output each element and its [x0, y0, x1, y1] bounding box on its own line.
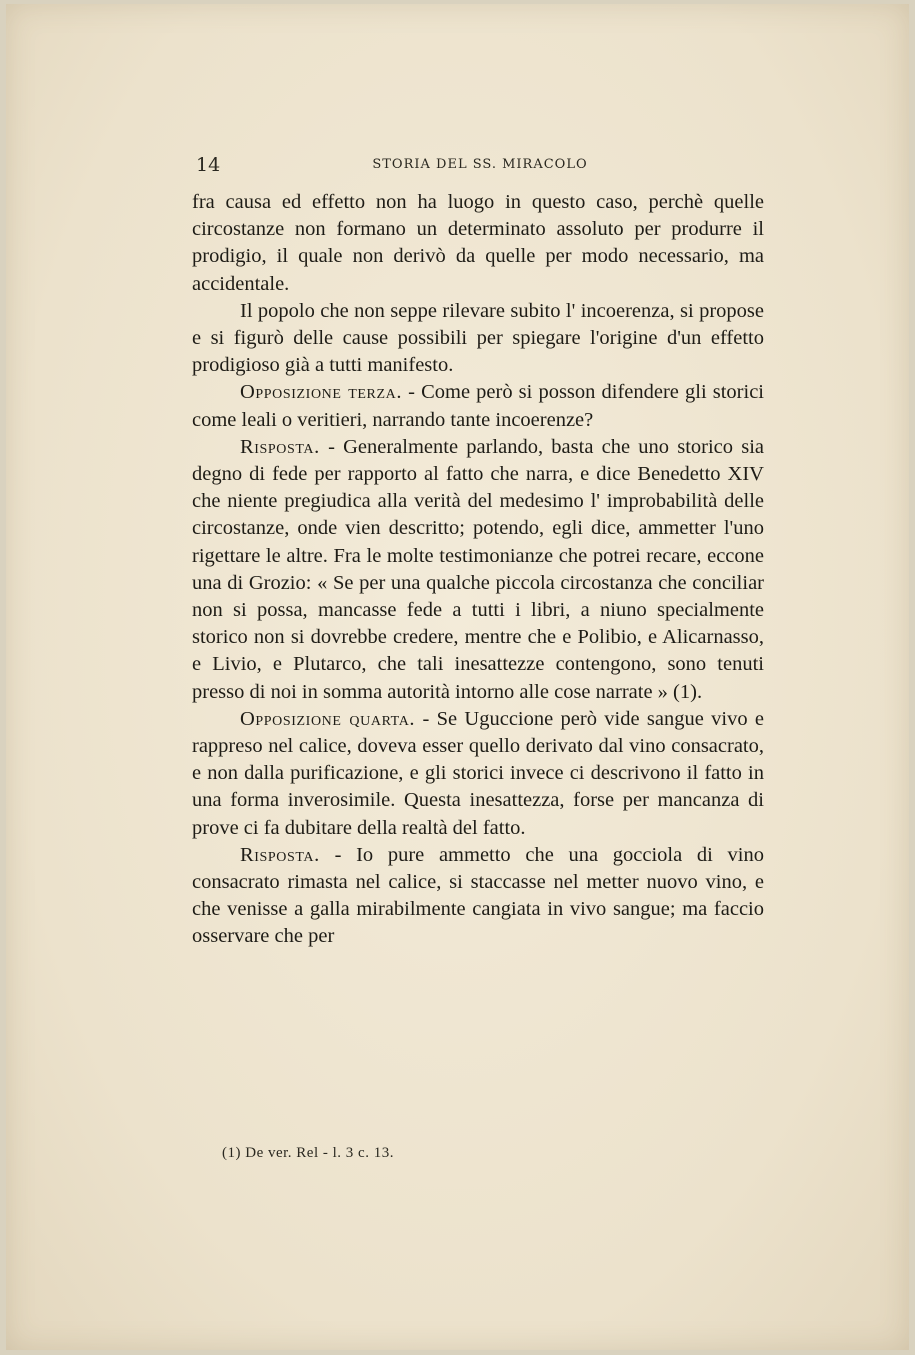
- paragraph-text: - Se Uguccione però vide sangue vivo e rappreso nel calice, doveva esser quello derivato dal vino consacrato, e non dalla purificazione, e gli storici invece ci descrivono il fatto in una forma inverosimile. Questa inesattezza, forse per mancanza di prove ci fa dubitare della realtà del fatto.: [192, 707, 764, 839]
- paragraph: [192, 842, 764, 951]
- paragraph: [192, 379, 764, 433]
- body-text: [192, 189, 764, 951]
- paragraph-text: Il popolo che non seppe rilevare subito l' incoerenza, si propose e si figurò delle cause possibili per spiegare l'origine d'un effetto prodigioso già a tutti manifesto.: [192, 299, 764, 377]
- page-header: [196, 154, 764, 176]
- paragraph-label: Opposizione quarta.: [240, 707, 416, 730]
- footnote: (1) De ver. Rel - l. 3 c. 13.: [222, 1145, 394, 1161]
- paragraph-text: - Come però si posson difendere gli storici come leali o veritieri, narrando tante incoerenze?: [192, 381, 764, 431]
- paragraph: [192, 298, 764, 380]
- paragraph: [192, 706, 764, 842]
- paragraph-text: - Io pure ammetto che una gocciola di vino consacrato rimasta nel calice, si staccasse nel metter nuovo vino, e che venisse a galla mirabilmente cangiata in vivo sangue; ma faccio osservare che per: [192, 843, 764, 948]
- running-title: STORIA DEL SS. MIRACOLO: [372, 157, 588, 172]
- paragraph-text: fra causa ed effetto non ha luogo in questo caso, perchè quelle circostanze non formano un determinato assoluto per produrre il prodigio, il quale non derivò da quelle per modo necessario, ma accidentale.: [192, 191, 764, 295]
- paragraph: [192, 189, 764, 298]
- book-page: [6, 4, 909, 1350]
- page-number: 14: [196, 154, 221, 176]
- paragraph: [192, 434, 764, 706]
- paragraph-text: - Generalmente parlando, basta che uno storico sia degno di fede per rapporto al fatto che narra, e dice Benedetto XIV che niente pregiudica alla verità del medesimo l' improbabilità delle circostanze, onde vien descritto; potendo, egli dice, ammetter l'uno rigettare le altre. Fra le molte testimonianze che potrei recare, eccone una di Grozio: « Se per una qualche piccola circostanza che conciliar non si possa, mancasse fede a tutti i libri, a niuno specialmente storico non si dovrebbe credere, mentre che e Polibio, e Alicarnasso, e Livio, e Plutarco, che tali inesattezze contengono, sono tenuti presso di noi in somma autorità intorno alle cose narrate » (1).: [192, 435, 764, 703]
- paragraph-label: Risposta.: [240, 435, 320, 458]
- paragraph-label: Opposizione terza.: [240, 381, 403, 404]
- paragraph-label: Risposta.: [240, 843, 320, 866]
